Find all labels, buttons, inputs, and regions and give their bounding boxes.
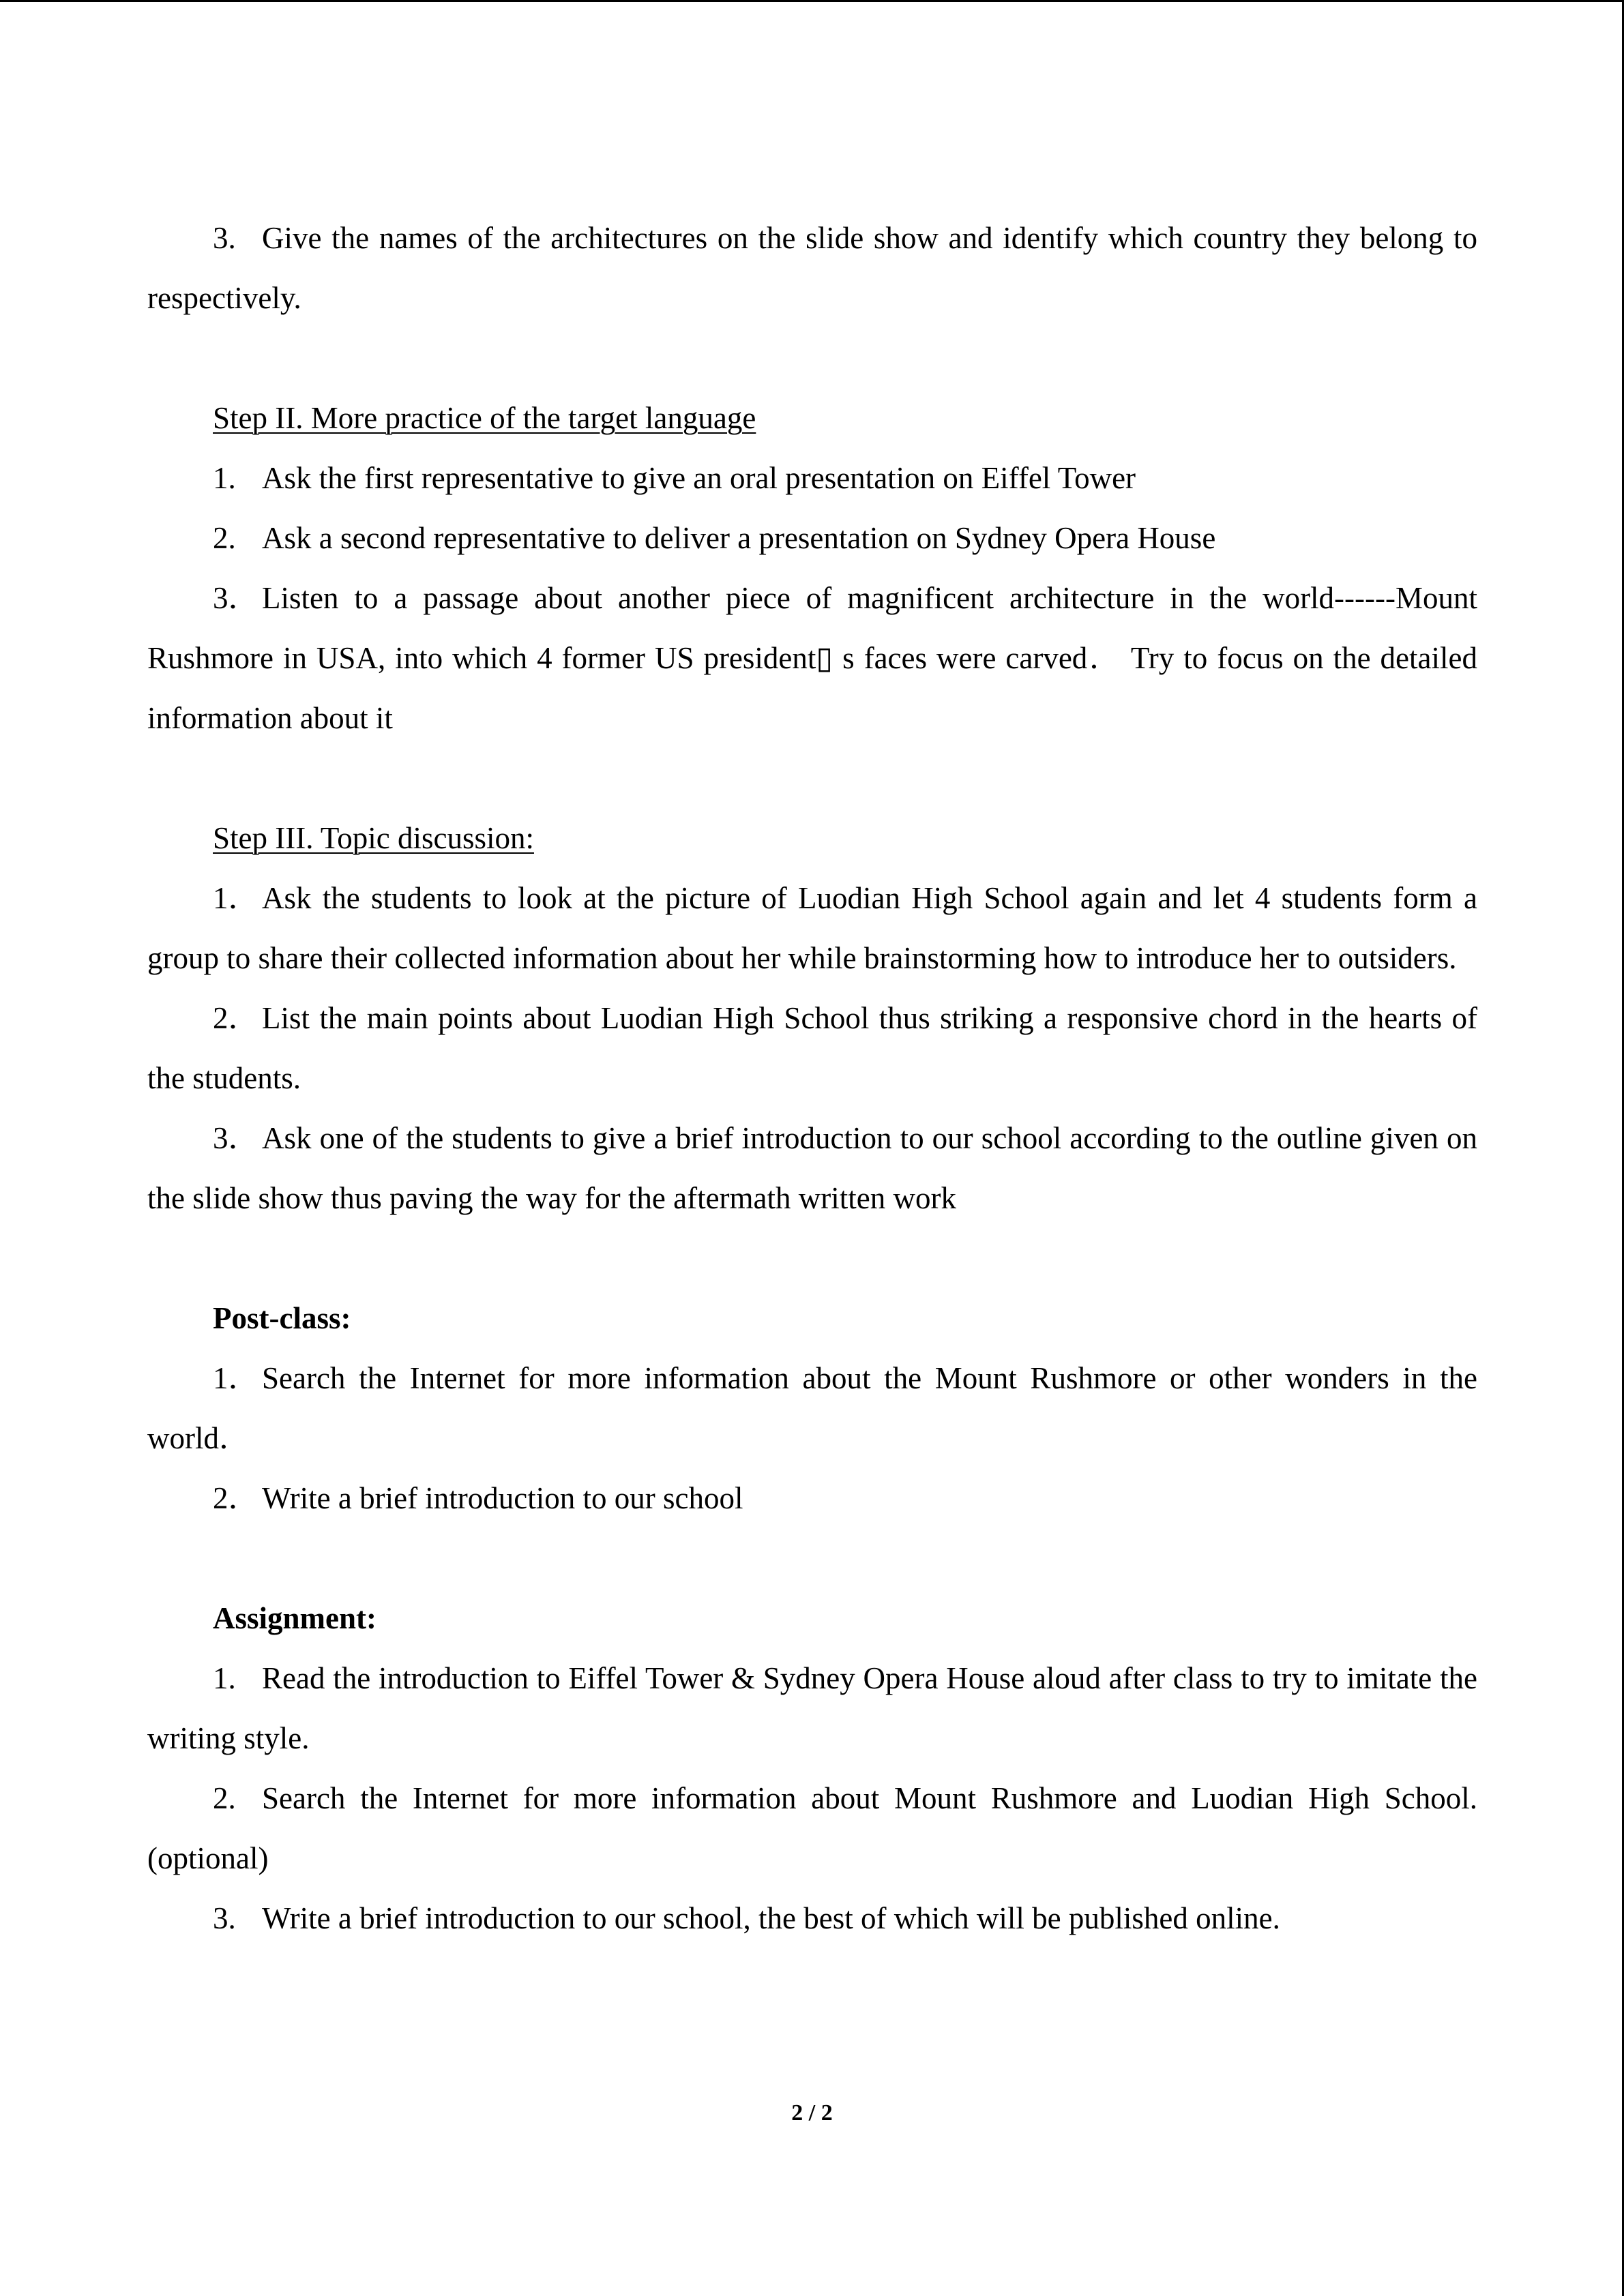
item-number: 3. [213,1901,236,1935]
step3-item-2 [147,988,1477,1108]
item-text: Ask the first representative to give an oral presentation on Eiffel Tower [262,461,1136,495]
page-top-border [0,0,1624,2]
item-text: Listen to a passage about another piece of magnificent architecture in the world------Mount Rushmore in USA, into which 4 former US president▯ s faces were carved． Try to focus on the detailed information about it [147,581,1477,735]
item-text: Give the names of the architectures on the slide show and identify which country they belong to respectively. [147,221,1477,315]
item-text: Ask a second representative to deliver a presentation on Sydney Opera House [262,521,1216,555]
step3-item-1 [147,868,1477,988]
document-body [147,208,1477,1948]
intro-item-3 [147,208,1477,328]
step2-item-2 [147,508,1477,568]
step3-heading [147,808,1477,868]
step3-item-3 [147,1108,1477,1228]
post-class-item-2 [147,1468,1477,1528]
item-text: Ask the students to look at the picture of Luodian High School again and let 4 students form a group to share their collected information about her while brainstorming how to introduce her to outsiders. [147,881,1477,975]
assignment-item-2 [147,1768,1477,1888]
item-text: List the main points about Luodian High School thus striking a responsive chord in the hearts of the students. [147,1001,1477,1095]
item-number: 2． [213,1001,259,1035]
item-text: Search the Internet for more information about Mount Rushmore and Luodian High School. (optional) [147,1781,1477,1875]
item-number: 1． [213,1361,259,1395]
section-gap [147,1528,1477,1588]
item-text: Write a brief introduction to our school, the best of which will be published online. [262,1901,1280,1935]
page-number: 2 / 2 [791,2100,833,2126]
post-class-item-1 [147,1348,1477,1468]
item-number: 2. [213,521,236,555]
item-text: Read the introduction to Eiffel Tower & Sydney Opera House aloud after class to try to imitate the writing style. [147,1661,1477,1755]
item-number: 3． [213,581,259,615]
step2-heading [147,388,1477,448]
section-gap [147,328,1477,388]
item-text: Search the Internet for more information about the Mount Rushmore or other wonders in the world． [147,1361,1477,1455]
step2-item-1 [147,448,1477,508]
post-class-heading: Post-class: [213,1301,351,1335]
item-number: 2. [213,1781,236,1815]
assignment-heading: Assignment: [213,1601,377,1635]
item-text: Ask one of the students to give a brief introduction to our school according to the outline given on the slide show thus paving the way for the aftermath written work [147,1121,1477,1215]
item-number: 1． [213,881,259,915]
section-gap [147,1228,1477,1288]
assignment-item-1 [147,1648,1477,1768]
item-number: 3． [213,1121,259,1155]
item-number: 1. [213,1661,236,1695]
assignment-item-3 [147,1888,1477,1948]
section-gap [147,748,1477,808]
item-number: 1. [213,461,236,495]
step2-item-3 [147,568,1477,748]
step3-heading-text: Step III. Topic discussion: [213,821,534,855]
item-text: Write a brief introduction to our school [262,1481,743,1515]
item-number: 2． [213,1481,259,1515]
item-number: 3. [213,221,236,255]
step2-heading-text: Step II. More practice of the target language [213,401,756,435]
